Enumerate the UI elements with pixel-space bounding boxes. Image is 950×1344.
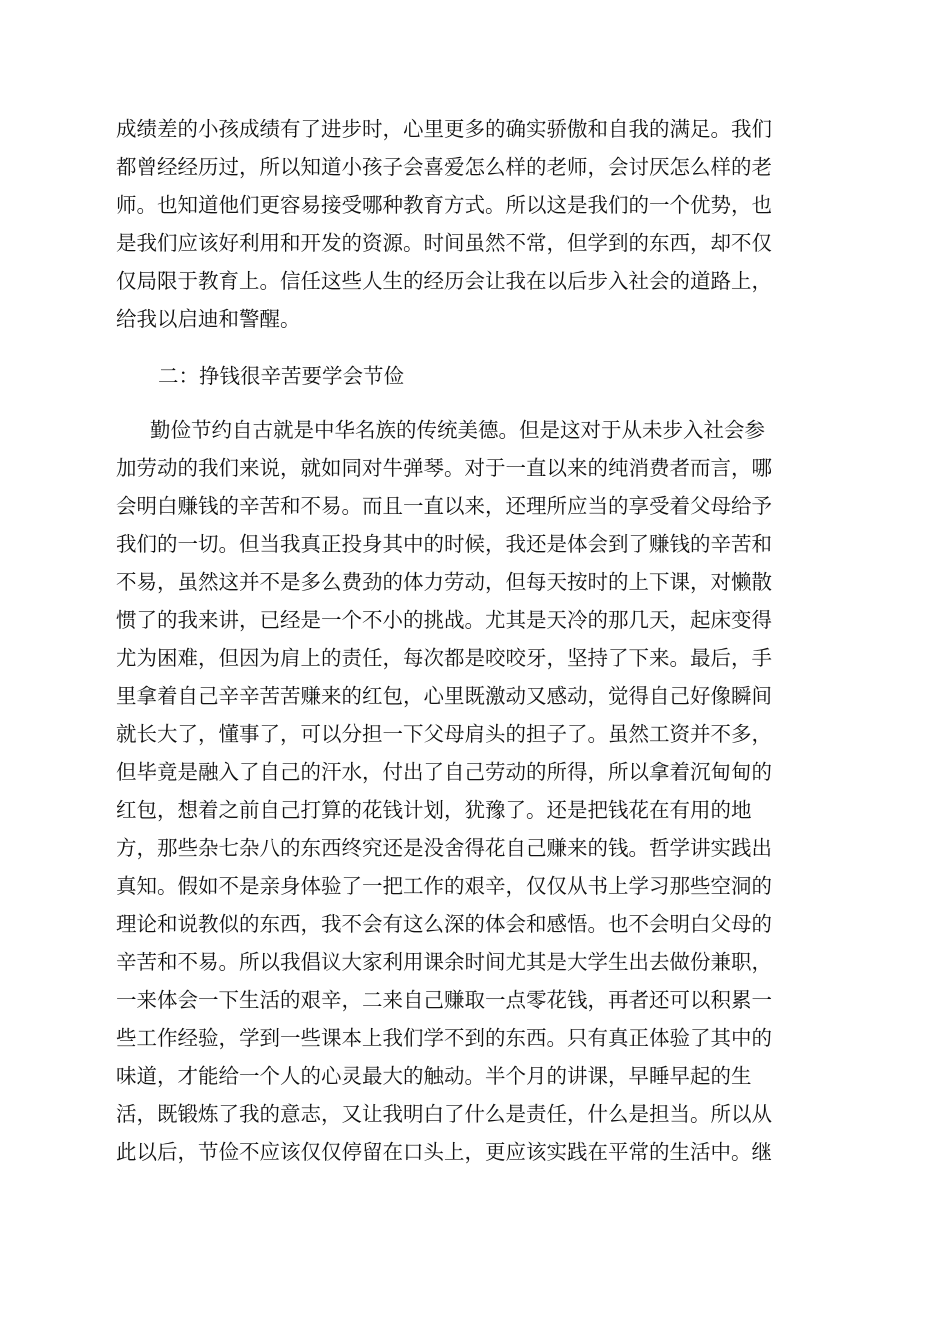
paragraph-line: 师。也知道他们更容易接受哪种教育方式。所以这是我们的一个优势，也 [116,193,772,217]
paragraph-line: 都曾经经历过，所以知道小孩子会喜爱怎么样的老师，会讨厌怎么样的老 [116,155,772,179]
paragraph-line: 勤俭节约自古就是中华名族的传统美德。但是这对于从未步入社会参 [150,418,765,442]
paragraph-line: 我们的一切。但当我真正投身其中的时候，我还是体会到了赚钱的辛苦和 [116,532,772,556]
section-heading: 二：挣钱很辛苦要学会节俭 [158,364,404,388]
paragraph-line: 此以后，节俭不应该仅仅停留在口头上，更应该实践在平常的生活中。继 [116,1140,772,1164]
paragraph-line: 一来体会一下生活的艰辛，二来自己赚取一点零花钱，再者还可以积累一 [116,988,772,1012]
paragraph-line: 会明白赚钱的辛苦和不易。而且一直以来，还理所应当的享受着父母给予 [116,494,772,518]
paragraph-line: 仅局限于教育上。信任这些人生的经历会让我在以后步入社会的道路上， [116,269,772,293]
paragraph-line: 方，那些杂七杂八的东西终究还是没舍得花自己赚来的钱。哲学讲实践出 [116,836,772,860]
paragraph-line: 不易，虽然这并不是多么费劲的体力劳动，但每天按时的上下课，对懒散 [116,570,772,594]
paragraph-line: 惯了的我来讲，已经是一个不小的挑战。尤其是天冷的那几天，起床变得 [116,608,772,632]
paragraph-line: 是我们应该好利用和开发的资源。时间虽然不常，但学到的东西，却不仅 [116,231,772,255]
paragraph-line: 红包，想着之前自己打算的花钱计划，犹豫了。还是把钱花在有用的地 [116,798,752,822]
paragraph-line: 里拿着自己辛辛苦苦赚来的红包，心里既激动又感动，觉得自己好像瞬间 [116,684,772,708]
paragraph-line: 尤为困难，但因为肩上的责任，每次都是咬咬牙，坚持了下来。最后，手 [116,646,772,670]
paragraph-line: 就长大了，懂事了，可以分担一下父母肩头的担子了。虽然工资并不多， [116,722,772,746]
paragraph-line: 真知。假如不是亲身体验了一把工作的艰辛，仅仅从书上学习那些空洞的 [116,874,772,898]
paragraph-line: 活，既锻炼了我的意志，又让我明白了什么是责任，什么是担当。所以从 [116,1102,772,1126]
paragraph-line: 但毕竟是融入了自己的汗水，付出了自己劳动的所得，所以拿着沉甸甸的 [116,760,772,784]
paragraph-line: 给我以启迪和警醒。 [116,307,301,331]
paragraph-line: 理论和说教似的东西，我不会有这么深的体会和感悟。也不会明白父母的 [116,912,772,936]
paragraph-line: 成绩差的小孩成绩有了进步时，心里更多的确实骄傲和自我的满足。我们 [116,117,772,141]
paragraph-line: 加劳动的我们来说，就如同对牛弹琴。对于一直以来的纯消费者而言，哪 [116,456,772,480]
paragraph-line: 辛苦和不易。所以我倡议大家利用课余时间尤其是大学生出去做份兼职， [116,950,772,974]
paragraph-line: 味道，才能给一个人的心灵最大的触动。半个月的讲课，早睡早起的生 [116,1064,752,1088]
paragraph-line: 些工作经验，学到一些课本上我们学不到的东西。只有真正体验了其中的 [116,1026,772,1050]
